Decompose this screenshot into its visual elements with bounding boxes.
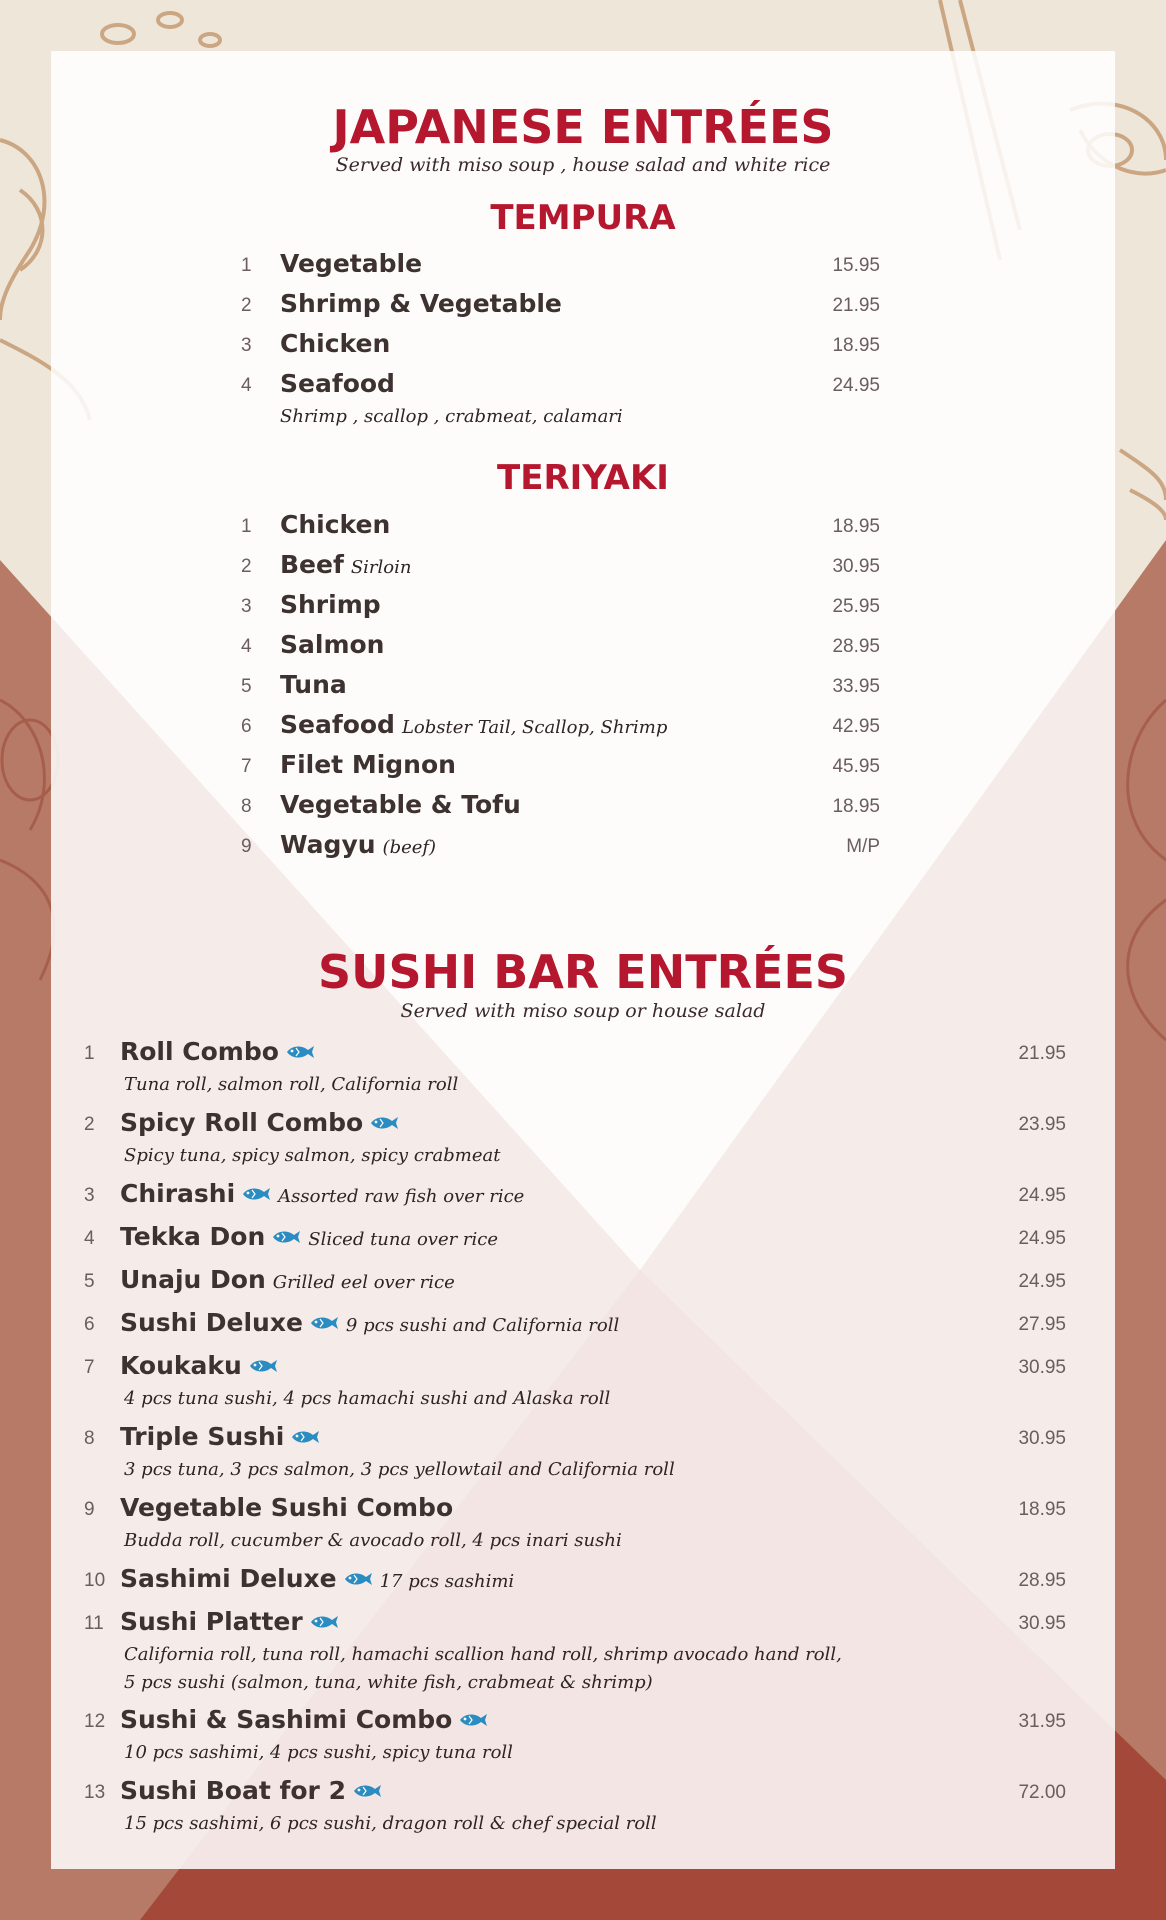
item-note: Grilled eel over rice — [272, 1272, 455, 1293]
item-row-2 — [280, 550, 411, 579]
item-number: 5 — [241, 676, 252, 697]
sushi-bar-entrees-title: SUSHI BAR ENTRÉES — [317, 945, 849, 999]
item-number: 9 — [241, 836, 252, 857]
item-name: Chicken — [280, 510, 391, 539]
item-number: 3 — [241, 596, 252, 617]
item-description: 3 pcs tuna, 3 pcs salmon, 3 pcs yellowtail and California roll — [124, 1459, 675, 1480]
item-price: 23.95 — [1018, 1114, 1066, 1135]
item-name: Sushi Boat for 2 — [120, 1776, 346, 1805]
item-number: 1 — [241, 516, 252, 537]
item-row-13 — [120, 1776, 382, 1805]
item-name: Unaju Don — [120, 1265, 266, 1294]
item-price: 24.95 — [832, 375, 880, 396]
item-price: 21.95 — [832, 295, 880, 316]
item-name: Chirashi — [120, 1179, 236, 1208]
item-name: Triple Sushi — [120, 1422, 285, 1451]
item-name: Sushi Deluxe — [120, 1308, 303, 1337]
item-price: 18.95 — [832, 516, 880, 537]
item-row-2 — [280, 289, 562, 318]
item-price: 18.95 — [832, 335, 880, 356]
item-price: 30.95 — [832, 556, 880, 577]
item-price: 30.95 — [1018, 1357, 1066, 1378]
item-row-8 — [120, 1422, 320, 1451]
item-number: 2 — [241, 295, 252, 316]
item-number: 4 — [241, 636, 252, 657]
item-name: Tuna — [280, 670, 347, 699]
item-row-3 — [280, 590, 381, 619]
item-row-4 — [280, 369, 395, 398]
raw-fish-icon — [369, 1114, 399, 1132]
item-name: Shrimp & Vegetable — [280, 289, 562, 318]
item-row-4 — [120, 1222, 498, 1251]
item-name: Vegetable — [280, 249, 423, 278]
item-row-12 — [120, 1705, 488, 1734]
item-price: 33.95 — [832, 676, 880, 697]
raw-fish-icon — [285, 1043, 315, 1061]
item-description: Tuna roll, salmon roll, California roll — [124, 1074, 459, 1095]
raw-fish-icon — [309, 1613, 339, 1631]
tempura-heading: TEMPURA — [490, 198, 676, 238]
item-row-3 — [120, 1179, 524, 1208]
raw-fish-icon — [248, 1357, 278, 1375]
raw-fish-icon — [241, 1185, 271, 1203]
item-price: 25.95 — [832, 596, 880, 617]
item-row-9 — [120, 1493, 453, 1522]
item-number: 3 — [84, 1185, 95, 1206]
item-number: 7 — [84, 1357, 95, 1378]
item-row-7 — [120, 1351, 278, 1380]
item-number: 6 — [84, 1314, 95, 1335]
item-number: 13 — [84, 1782, 106, 1803]
item-description: Shrimp , scallop , crabmeat, calamari — [280, 406, 623, 427]
item-price: 42.95 — [832, 716, 880, 737]
item-description-line-2: 5 pcs sushi (salmon, tuna, white fish, crabmeat & shrimp) — [124, 1672, 653, 1693]
item-description: California roll, tuna roll, hamachi scallion hand roll, shrimp avocado hand roll, — [124, 1644, 842, 1665]
item-price: 30.95 — [1018, 1613, 1066, 1634]
item-description: Budda roll, cucumber & avocado roll, 4 pcs inari sushi — [124, 1530, 622, 1551]
raw-fish-icon — [309, 1314, 339, 1332]
item-number: 2 — [241, 556, 252, 577]
item-price: 15.95 — [832, 255, 880, 276]
item-description: 4 pcs tuna sushi, 4 pcs hamachi sushi and Alaska roll — [124, 1388, 611, 1409]
item-price: 24.95 — [1018, 1271, 1066, 1292]
item-description: 10 pcs sashimi, 4 pcs sushi, spicy tuna roll — [124, 1742, 513, 1763]
item-price: 31.95 — [1018, 1711, 1066, 1732]
item-name: Sushi & Sashimi Combo — [120, 1705, 453, 1734]
item-number: 1 — [241, 255, 252, 276]
item-name: Seafood — [280, 369, 395, 398]
item-name: Tekka Don — [120, 1222, 266, 1251]
item-price: 28.95 — [1018, 1570, 1066, 1591]
item-row-4 — [280, 630, 384, 659]
item-row-5 — [280, 670, 347, 699]
item-description: Spicy tuna, spicy salmon, spicy crabmeat — [124, 1145, 501, 1166]
item-number: 2 — [84, 1114, 95, 1135]
item-name: Beef — [280, 550, 344, 579]
teriyaki-heading: TERIYAKI — [497, 458, 669, 498]
item-row-2 — [120, 1108, 399, 1137]
item-number: 6 — [241, 716, 252, 737]
item-number: 1 — [84, 1043, 95, 1064]
item-name: Koukaku — [120, 1351, 242, 1380]
item-price: 45.95 — [832, 756, 880, 777]
item-row-6 — [280, 710, 667, 739]
item-number: 8 — [241, 796, 252, 817]
japanese-entrees-subtitle: Served with miso soup , house salad and white rice — [335, 154, 831, 176]
raw-fish-icon — [458, 1711, 488, 1729]
item-description: 15 pcs sashimi, 6 pcs sushi, dragon roll & chef special roll — [124, 1813, 657, 1834]
item-name: Spicy Roll Combo — [120, 1108, 364, 1137]
item-note: Lobster Tail, Scallop, Shrimp — [401, 717, 668, 738]
item-price: 72.00 — [1018, 1782, 1066, 1803]
japanese-entrees-title: JAPANESE ENTRÉES — [332, 100, 834, 154]
item-price: 27.95 — [1018, 1314, 1066, 1335]
item-row-10 — [120, 1564, 514, 1593]
item-name: Wagyu — [280, 830, 376, 859]
item-number: 8 — [84, 1428, 95, 1449]
item-number: 4 — [84, 1228, 95, 1249]
item-row-3 — [280, 329, 390, 358]
item-note: Sirloin — [350, 557, 412, 578]
item-number: 4 — [241, 375, 252, 396]
item-row-1 — [120, 1037, 315, 1066]
item-name: Sashimi Deluxe — [120, 1564, 337, 1593]
item-note: Sliced tuna over rice — [308, 1229, 499, 1250]
item-row-6 — [120, 1308, 619, 1337]
item-number: 3 — [241, 335, 252, 356]
item-price: 28.95 — [832, 636, 880, 657]
item-row-11 — [120, 1607, 339, 1636]
raw-fish-icon — [352, 1782, 382, 1800]
item-note: 17 pcs sashimi — [379, 1571, 515, 1592]
item-price: 24.95 — [1018, 1228, 1066, 1249]
item-name: Roll Combo — [120, 1037, 279, 1066]
sushi-bar-entrees-subtitle: Served with miso soup or house salad — [400, 1000, 766, 1022]
item-price: 30.95 — [1018, 1428, 1066, 1449]
item-number: 10 — [84, 1570, 106, 1591]
item-name: Filet Mignon — [280, 750, 456, 779]
item-number: 7 — [241, 756, 252, 777]
item-name: Chicken — [280, 329, 391, 358]
item-price: 18.95 — [1018, 1499, 1066, 1520]
item-row-1 — [280, 249, 422, 278]
item-row-9 — [280, 830, 436, 859]
item-number: 12 — [84, 1711, 106, 1732]
item-name: Vegetable & Tofu — [280, 790, 521, 819]
item-row-5 — [120, 1265, 455, 1294]
item-name: Seafood — [280, 710, 395, 739]
item-price: M/P — [846, 836, 880, 857]
item-price: 21.95 — [1018, 1043, 1066, 1064]
item-row-1 — [280, 510, 390, 539]
raw-fish-icon — [343, 1570, 373, 1588]
item-note: Assorted raw fish over rice — [278, 1186, 525, 1207]
item-row-8 — [280, 790, 521, 819]
item-number: 5 — [84, 1271, 95, 1292]
item-name: Vegetable Sushi Combo — [120, 1493, 454, 1522]
item-row-7 — [280, 750, 456, 779]
item-name: Sushi Platter — [120, 1607, 303, 1636]
item-number: 11 — [84, 1613, 104, 1634]
item-name: Shrimp — [280, 590, 381, 619]
item-price: 24.95 — [1018, 1185, 1066, 1206]
item-note: (beef) — [382, 837, 437, 858]
raw-fish-icon — [290, 1428, 320, 1446]
item-price: 18.95 — [832, 796, 880, 817]
item-name: Salmon — [280, 630, 385, 659]
item-note: 9 pcs sushi and California roll — [345, 1315, 620, 1336]
raw-fish-icon — [271, 1228, 301, 1246]
item-number: 9 — [84, 1499, 95, 1520]
